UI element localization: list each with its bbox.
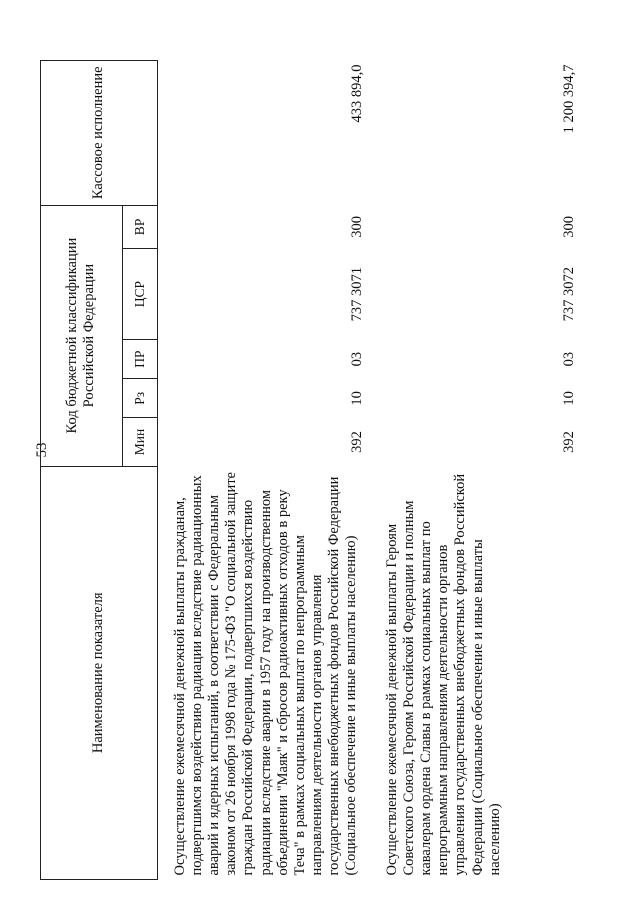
rotated-table-container [40,60,600,880]
row-min: 392 [560,431,577,453]
header-vr: ВР [122,205,157,249]
row-pr: 03 [348,351,365,367]
table-row [370,61,582,880]
header-rz: Рз [122,379,157,418]
header-csr: ЦСР [122,249,157,340]
row-amount: 433 894,0 [348,64,365,123]
row-vr: 300 [348,216,365,238]
row-csr: 737 3072 [560,266,577,322]
row-csr: 737 3071 [348,266,365,322]
row-name: Осуществление ежемесячной денежной выплаты Героям Советского Союза, Героям Российской Федерации и полным кавалерам ордена Славы в рамках социальных выплат по непрограммным направлениям деятельности органов управления государственных внебюджетных фондов Российской Федерации (Социальное обеспечение и иные выплаты населению) [384,473,503,876]
header-min: Мин [122,418,157,466]
row-amount: 1 200 394,7 [560,64,577,134]
row-rz: 10 [560,391,577,406]
header-kass: Кассовое исполнение [41,61,158,206]
row-vr: 300 [560,216,577,238]
row-name: Осуществление ежемесячной денежной выплаты гражданам, подвергшимся воздействию радиации вследствие радиационных аварий и ядерных испытаний, в соответствии с Федеральным законом от 26 ноября 1998 года № 175-ФЗ "О социальной защите граждан Российской Федерации, подвергшихся воздействию радиации вследствие аварии в 1957 году на производственном объединении "Маяк" и сбросов радиоактивных отходов в реку Теча" в рамках социальных выплат по непрограммным направлениям деятельности органов управления государственных внебюджетных фондов Российской Федерации (Социальное обеспечение и иные выплаты населению) [172,472,360,876]
row-min: 392 [348,431,365,453]
budget-table [40,60,582,880]
header-name: Наименование показателя [41,466,158,879]
table-header [41,61,158,880]
row-rz: 10 [348,391,365,406]
table-body [158,61,583,880]
header-pr: ПР [122,340,157,379]
table-row [158,61,371,880]
page-number: 53 [34,442,50,458]
header-code-group: Код бюджетной классификации Российской Федерации [41,205,123,466]
row-pr: 03 [560,351,577,367]
